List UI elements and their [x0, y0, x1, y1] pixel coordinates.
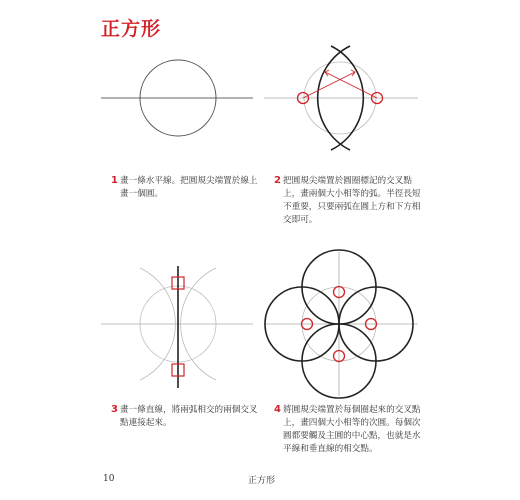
step-2-text: 2 把圓規尖端置於圓圈標記的交叉點 上，畫兩個大小相等的弧。半徑長短 不重要，只要兩弧在圓上方和下方相 交即可。 — [274, 175, 421, 225]
step-3-text: 3 畫一條直線，將兩弧相交的兩個交叉 點連接起來。 — [111, 404, 258, 428]
step-4-text: 4 將圓規尖端置於每個圈起來的交叉點 上，畫四個大小相等的次圓。每個次 圓都要觸及主圓的中心點，也就是水 平線和垂直線的相交點。 — [274, 404, 421, 454]
figure-step-3 — [101, 266, 253, 388]
radius-arrow-left — [303, 72, 355, 98]
step-1-text: 1 畫一條水平線。把圓規尖端置於線上 畫一個圓。 — [111, 175, 258, 199]
step-number: 1 — [111, 175, 118, 186]
page-title: 正方形 — [101, 18, 162, 40]
radius-arrow-right — [325, 72, 377, 98]
running-title: 正方形 — [248, 476, 276, 486]
figure-step-1 — [101, 60, 253, 136]
figure-step-2 — [264, 46, 418, 150]
step-number: 2 — [274, 175, 281, 186]
figure-step-4 — [264, 250, 418, 398]
page-number: 10 — [103, 474, 115, 484]
step-number: 3 — [111, 404, 118, 415]
step-number: 4 — [274, 404, 281, 415]
